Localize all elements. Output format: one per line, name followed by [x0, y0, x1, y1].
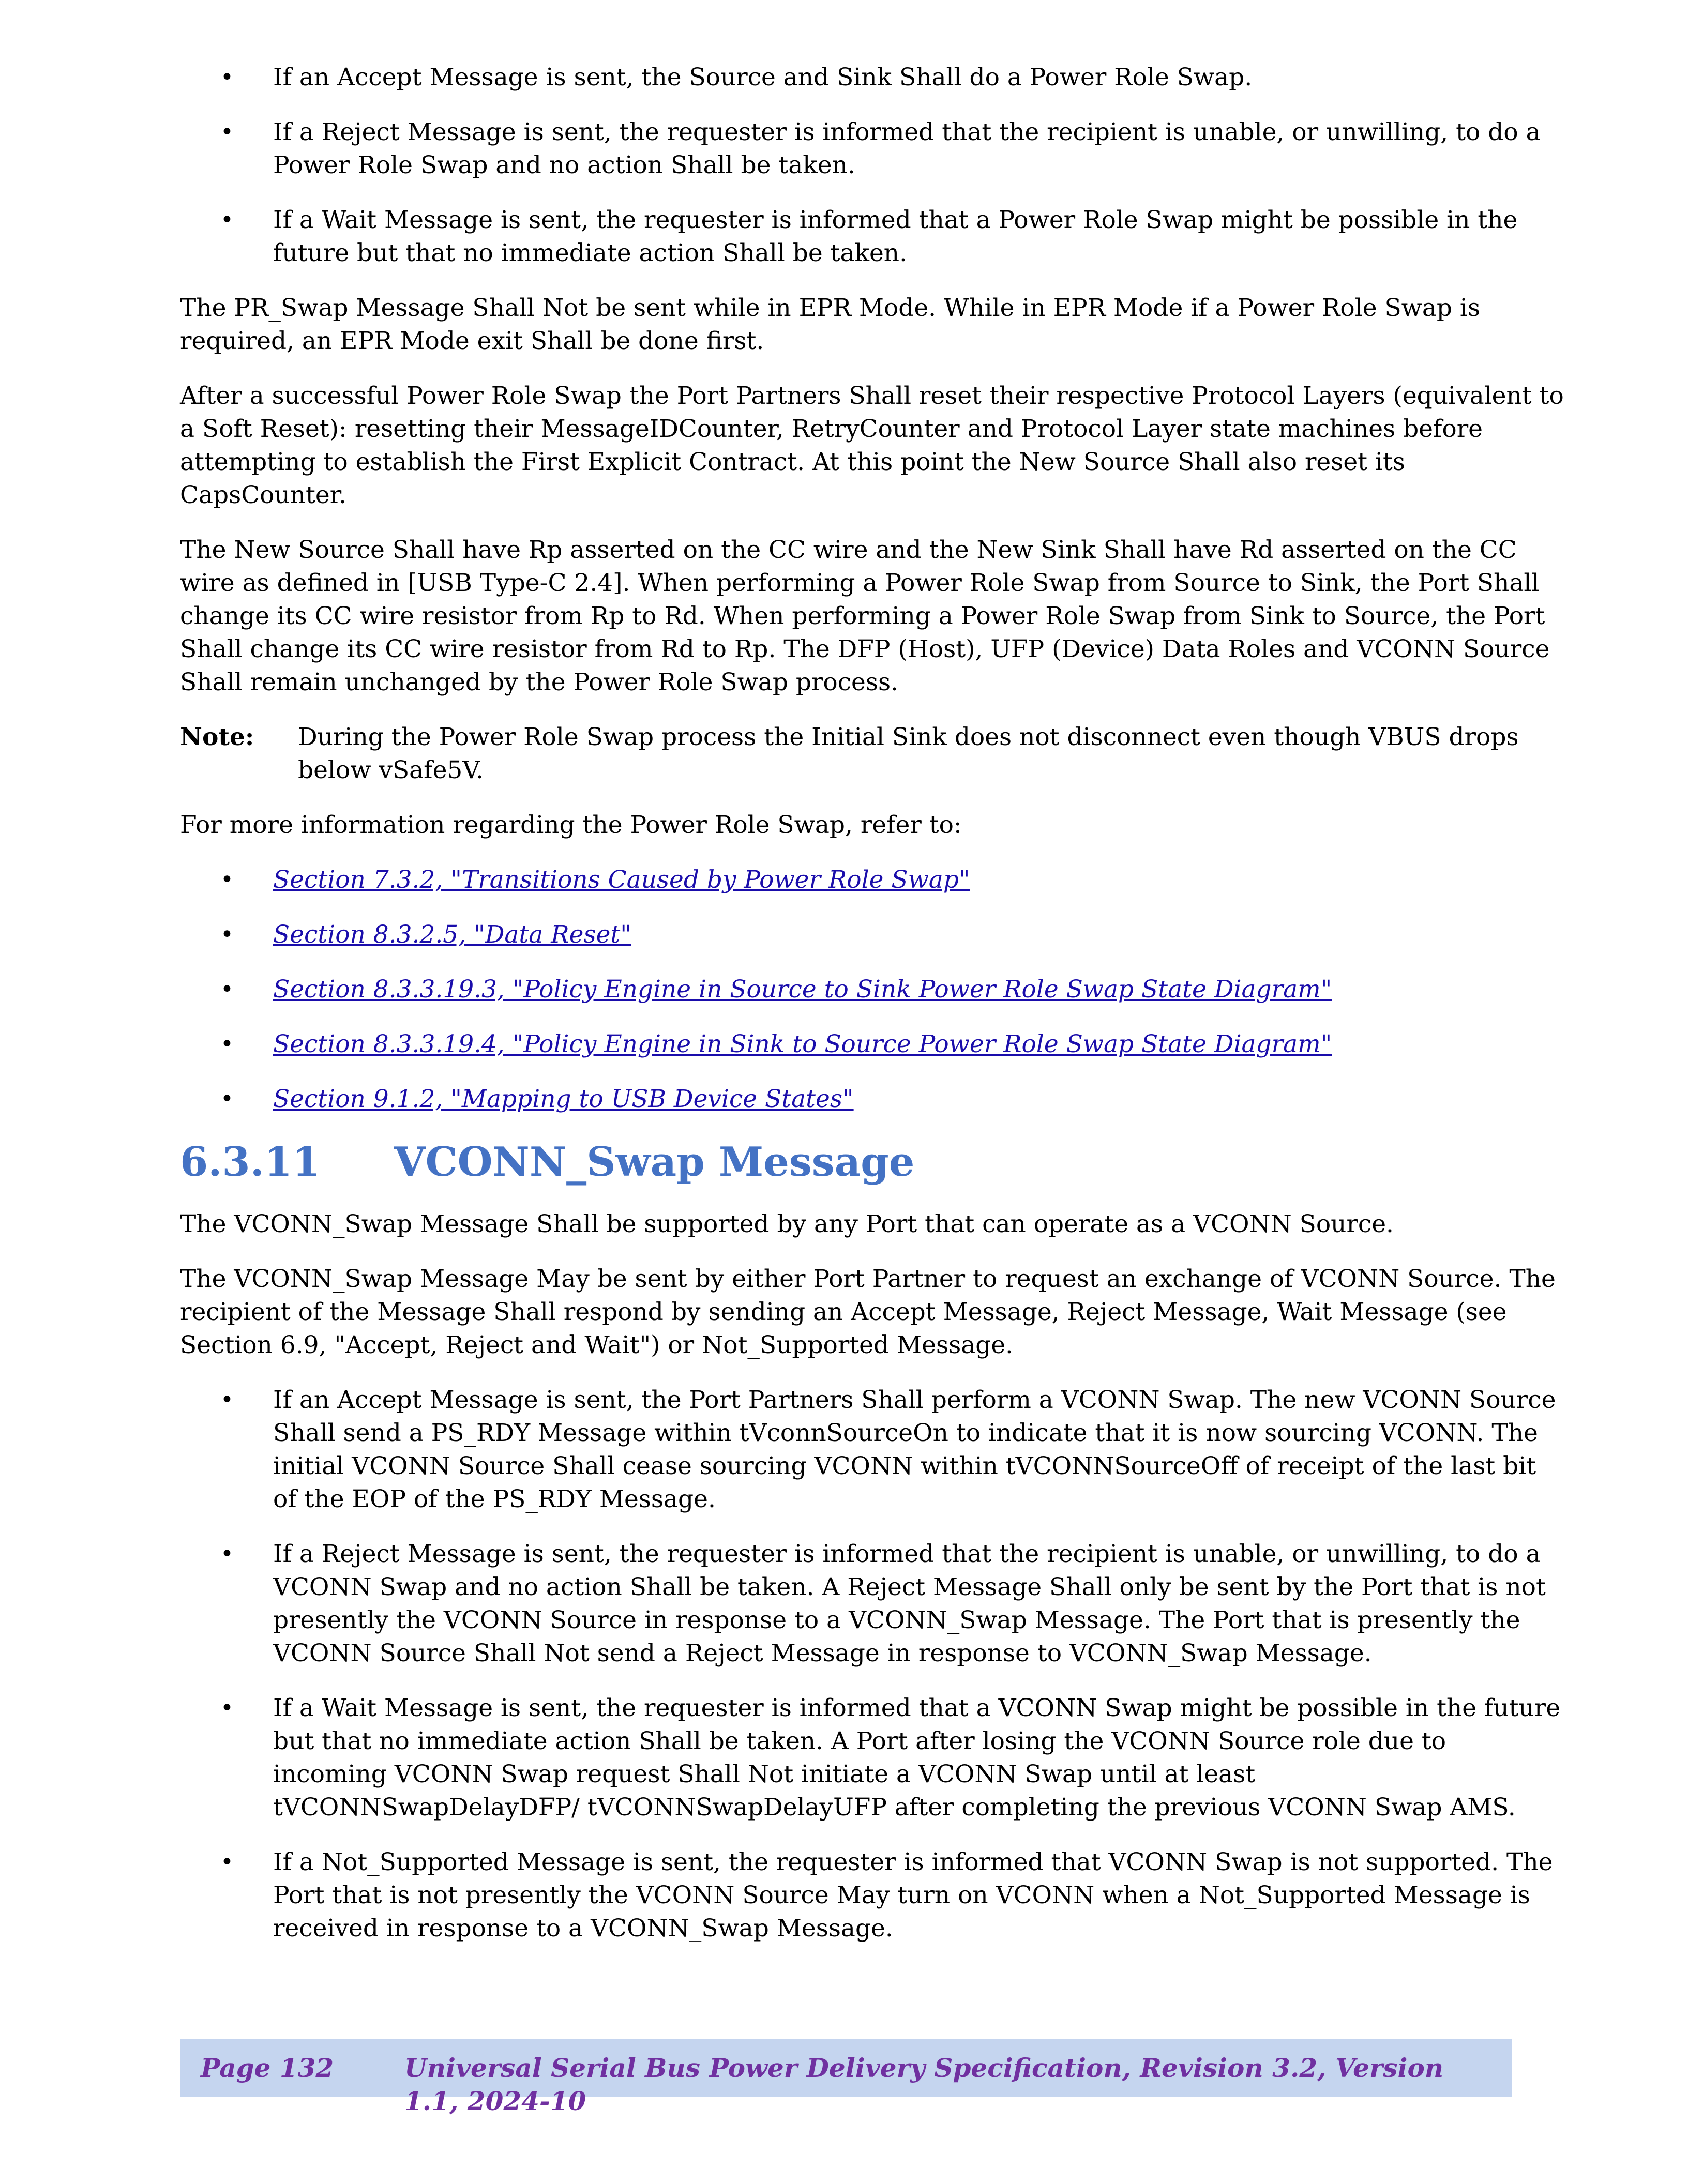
- section-number: 6.3.11: [180, 1139, 321, 1186]
- list-item: [180, 973, 1564, 1006]
- section-link[interactable]: Section 8.3.2.5, "Data Reset": [273, 920, 631, 949]
- list-item: [180, 1028, 1564, 1061]
- footer-title: Universal Serial Bus Power Delivery Specification, Revision 3.2, Version 1.1, 2024-10: [404, 2053, 1444, 2116]
- section-title: VCONN_Swap Message: [394, 1139, 915, 1186]
- note-label: Note:: [180, 723, 254, 751]
- list-item: • If an Accept Message is sent, the Port Partners Shall perform a VCONN Swap. The new VCONN Source Shall send a PS_RDY Message within tVconnSourceOn to indicate that it is now sourcing VCONN. The initial VCONN Source Shall cease sourcing VCONN within tVCONNSourceOff of receipt of the last bit of the EOP of the PS_RDY Message.: [180, 1384, 1564, 1516]
- list-item: • If an Accept Message is sent, the Source and Sink Shall do a Power Role Swap.: [180, 61, 1564, 94]
- list-item: • If a Reject Message is sent, the requester is informed that the recipient is unable, or unwilling, to do a VCONN Swap and no action Shall be taken. A Reject Message Shall only be sent by the Port that is not presently the VCONN Source in response to a VCONN_Swap Message. The Port that is presently the VCONN Source Shall Not send a Reject Message in response to VCONN_Swap Message.: [180, 1538, 1564, 1670]
- list-item: • If a Wait Message is sent, the requester is informed that a Power Role Swap might be possible in the future but that no immediate action Shall be taken.: [180, 204, 1564, 270]
- list-item: • If a Reject Message is sent, the requester is informed that the recipient is unable, or unwilling, to do a Power Role Swap and no action Shall be taken.: [180, 116, 1564, 182]
- vconn-swap-response-list: [180, 1384, 1564, 1945]
- page-footer: [180, 2039, 1512, 2116]
- section-link[interactable]: Section 9.1.2, "Mapping to USB Device States": [273, 1085, 854, 1113]
- list-item: • If a Wait Message is sent, the requester is informed that a VCONN Swap might be possible in the future but that no immediate action Shall be taken. A Port after losing the VCONN Source role due to incoming VCONN Swap request Shall Not initiate a VCONN Swap until at least tVCONNSwapDelayDFP/ tVCONNSwapDelayUFP after completing the previous VCONN Swap AMS.: [180, 1692, 1564, 1824]
- section-link[interactable]: Section 8.3.3.19.3, "Policy Engine in Source to Sink Power Role Swap State Diagram": [273, 975, 1332, 1004]
- paragraph-cc-resistor: The New Source Shall have Rp asserted on the CC wire and the New Sink Shall have Rd asserted on the CC wire as defined in [USB Type-C 2.4]. When performing a Power Role Swap from Source to Sink, the Port Shall change its CC wire resistor from Rp to Rd. When performing a Power Role Swap from Sink to Source, the Port Shall change its CC wire resistor from Rd to Rp. The DFP (Host), UFP (Device) Data Roles and VCONN Source Shall remain unchanged by the Power Role Swap process.: [180, 536, 1550, 696]
- section-link[interactable]: Section 8.3.3.19.4, "Policy Engine in Sink to Source Power Role Swap State Diagram": [273, 1030, 1332, 1058]
- section-heading: [180, 1138, 1564, 1187]
- page-number: Page 132: [201, 2053, 334, 2083]
- paragraph-vconn-request: The VCONN_Swap Message May be sent by either Port Partner to request an exchange of VCONN Source. The recipient of the Message Shall respond by sending an Accept Message, Reject Message, Wait Message (see Section 6.9, "Accept, Reject and Wait") or Not_Supported Message.: [180, 1265, 1556, 1359]
- list-item: [180, 1083, 1564, 1116]
- paragraph-epr-mode: The PR_Swap Message Shall Not be sent while in EPR Mode. While in EPR Mode if a Power Role Swap is required, an EPR Mode exit Shall be done first.: [180, 294, 1481, 355]
- list-item: [180, 918, 1564, 951]
- paragraph-vconn-support: The VCONN_Swap Message Shall be supported by any Port that can operate as a VCONN Source.: [180, 1210, 1394, 1238]
- paragraph-protocol-reset: After a successful Power Role Swap the Port Partners Shall reset their respective Protocol Layers (equivalent to a Soft Reset): resetting their MessageIDCounter, RetryCounter and Protocol Layer state machines before attempting to establish the First Explicit Contract. At this point the New Source Shall also reset its CapsCounter.: [180, 382, 1564, 509]
- note-text: During the Power Role Swap process the Initial Sink does not disconnect even though VBUS drops below vSafe5V.: [298, 723, 1519, 784]
- list-item: [180, 863, 1564, 897]
- paragraph-refer-intro: For more information regarding the Power Role Swap, refer to:: [180, 811, 962, 839]
- note-block: [180, 721, 1564, 787]
- section-link[interactable]: Section 7.3.2, "Transitions Caused by Power Role Swap": [273, 866, 970, 894]
- power-role-swap-response-list: [180, 61, 1564, 270]
- list-item: • If a Not_Supported Message is sent, the requester is informed that VCONN Swap is not supported. The Port that is not presently the VCONN Source May turn on VCONN when a Not_Supported Message is received in response to a VCONN_Swap Message.: [180, 1846, 1564, 1945]
- reference-links-list: [180, 863, 1564, 1116]
